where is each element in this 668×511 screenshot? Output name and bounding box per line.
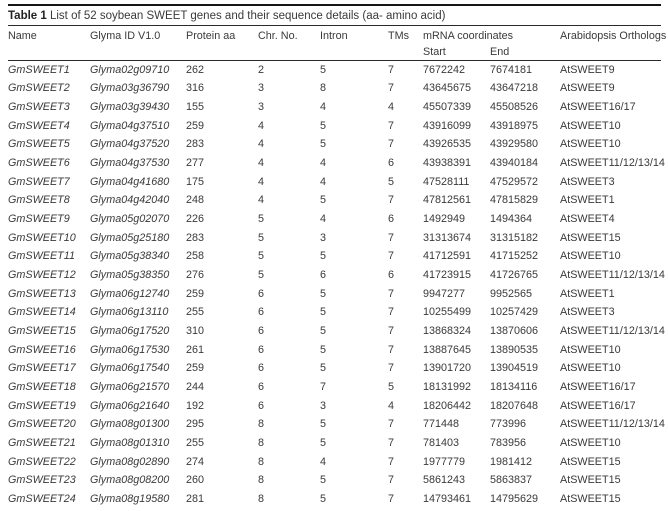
cell-chr-no: 6 xyxy=(258,343,265,356)
cell-protein-aa: 155 xyxy=(186,101,205,114)
cell-intron: 5 xyxy=(320,325,327,338)
cell-mrna-start: 5861243 xyxy=(423,474,466,487)
cell-tms: 7 xyxy=(388,138,395,151)
cell-mrna-start: 781403 xyxy=(423,436,460,449)
cell-glyma-id: Glyma05g38340 xyxy=(90,250,170,263)
cell-mrna-end: 47529572 xyxy=(490,175,539,188)
col-header-arabidopsis-orthologs: Arabidopsis Orthologs xyxy=(560,30,667,42)
cell-arabidopsis-ortholog: AtSWEET1 xyxy=(560,287,615,300)
cell-protein-aa: 255 xyxy=(186,436,205,449)
cell-protein-aa: 244 xyxy=(186,380,205,393)
cell-mrna-start: 43645675 xyxy=(423,82,472,95)
cell-tms: 5 xyxy=(388,380,395,393)
cell-intron: 5 xyxy=(320,250,327,263)
cell-mrna-start: 41712591 xyxy=(423,250,472,263)
cell-mrna-end: 45508526 xyxy=(490,101,539,114)
cell-glyma-id: Glyma08g01300 xyxy=(90,418,170,431)
cell-protein-aa: 277 xyxy=(186,157,205,170)
table-row xyxy=(8,340,661,359)
cell-protein-aa: 259 xyxy=(186,362,205,375)
cell-glyma-id: Glyma06g17530 xyxy=(90,343,170,356)
cell-protein-aa: 261 xyxy=(186,343,205,356)
cell-intron: 4 xyxy=(320,175,327,188)
cell-arabidopsis-ortholog: AtSWEET3 xyxy=(560,306,615,319)
cell-mrna-end: 783956 xyxy=(490,436,527,449)
table-row xyxy=(8,98,661,117)
cell-mrna-end: 43940184 xyxy=(490,157,539,170)
cell-intron: 5 xyxy=(320,362,327,375)
table-row xyxy=(8,210,661,229)
col-header-tms: TMs xyxy=(388,30,409,42)
table-row xyxy=(8,434,661,453)
cell-mrna-end: 10257429 xyxy=(490,306,539,319)
cell-mrna-end: 773996 xyxy=(490,418,527,431)
cell-tms: 7 xyxy=(388,474,395,487)
table-row xyxy=(8,490,661,509)
cell-mrna-end: 14795629 xyxy=(490,492,539,505)
cell-glyma-id: Glyma06g21640 xyxy=(90,399,170,412)
cell-glyma-id: Glyma06g12740 xyxy=(90,287,170,300)
table-row xyxy=(8,79,661,98)
cell-mrna-end: 9952565 xyxy=(490,287,533,300)
cell-chr-no: 4 xyxy=(258,194,265,207)
cell-intron: 5 xyxy=(320,287,327,300)
cell-tms: 7 xyxy=(388,492,395,505)
cell-mrna-end: 13890535 xyxy=(490,343,539,356)
cell-gene-name: GmSWEET12 xyxy=(8,269,76,282)
table-row xyxy=(8,154,661,173)
cell-intron: 5 xyxy=(320,194,327,207)
cell-mrna-start: 41723915 xyxy=(423,269,472,282)
cell-chr-no: 2 xyxy=(258,64,265,77)
cell-gene-name: GmSWEET3 xyxy=(8,101,70,114)
cell-chr-no: 8 xyxy=(258,455,265,468)
cell-glyma-id: Glyma05g25180 xyxy=(90,231,170,244)
cell-glyma-id: Glyma08g19580 xyxy=(90,492,170,505)
cell-protein-aa: 310 xyxy=(186,325,205,338)
cell-protein-aa: 259 xyxy=(186,287,205,300)
cell-gene-name: GmSWEET5 xyxy=(8,138,70,151)
cell-gene-name: GmSWEET18 xyxy=(8,380,76,393)
cell-protein-aa: 295 xyxy=(186,418,205,431)
cell-mrna-end: 43918975 xyxy=(490,119,539,132)
cell-arabidopsis-ortholog: AtSWEET9 xyxy=(560,82,615,95)
cell-tms: 7 xyxy=(388,362,395,375)
cell-chr-no: 4 xyxy=(258,157,265,170)
cell-intron: 4 xyxy=(320,455,327,468)
cell-intron: 5 xyxy=(320,343,327,356)
cell-glyma-id: Glyma06g13110 xyxy=(90,306,169,319)
cell-mrna-start: 7672242 xyxy=(423,64,466,77)
cell-protein-aa: 175 xyxy=(186,175,205,188)
col-header-glyma-id: Glyma ID V1.0 xyxy=(90,30,161,42)
table-label: Table 1 xyxy=(8,10,47,22)
cell-gene-name: GmSWEET10 xyxy=(8,231,76,244)
table-row xyxy=(8,359,661,378)
cell-intron: 3 xyxy=(320,231,327,244)
cell-mrna-end: 13904519 xyxy=(490,362,539,375)
cell-chr-no: 8 xyxy=(258,474,265,487)
cell-arabidopsis-ortholog: AtSWEET10 xyxy=(560,119,621,132)
cell-glyma-id: Glyma05g38350 xyxy=(90,269,170,282)
cell-intron: 7 xyxy=(320,380,327,393)
cell-tms: 6 xyxy=(388,157,395,170)
cell-gene-name: GmSWEET2 xyxy=(8,82,70,95)
cell-mrna-start: 13887645 xyxy=(423,343,472,356)
col-header-mrna-coordinates: mRNA coordinates xyxy=(423,30,514,42)
cell-mrna-start: 43938391 xyxy=(423,157,472,170)
cell-arabidopsis-ortholog: AtSWEET4 xyxy=(560,213,615,226)
cell-intron: 5 xyxy=(320,138,327,151)
cell-chr-no: 6 xyxy=(258,380,265,393)
header-row-primary xyxy=(8,26,661,44)
table-row xyxy=(8,228,661,247)
cell-chr-no: 5 xyxy=(258,269,265,282)
table-row xyxy=(8,396,661,415)
cell-chr-no: 4 xyxy=(258,138,265,151)
table-row xyxy=(8,415,661,434)
col-header-end: End xyxy=(490,46,510,58)
cell-intron: 5 xyxy=(320,418,327,431)
cell-mrna-end: 47815829 xyxy=(490,194,539,207)
cell-gene-name: GmSWEET16 xyxy=(8,343,76,356)
cell-chr-no: 5 xyxy=(258,231,265,244)
cell-mrna-end: 5863837 xyxy=(490,474,533,487)
cell-mrna-end: 41715252 xyxy=(490,250,539,263)
cell-arabidopsis-ortholog: AtSWEET10 xyxy=(560,250,621,263)
cell-glyma-id: Glyma04g42040 xyxy=(90,194,170,207)
cell-gene-name: GmSWEET21 xyxy=(8,436,76,449)
table-row xyxy=(8,191,661,210)
table-row xyxy=(8,322,661,341)
cell-mrna-start: 14793461 xyxy=(423,492,472,505)
cell-protein-aa: 192 xyxy=(186,399,205,412)
cell-chr-no: 6 xyxy=(258,362,265,375)
cell-mrna-start: 1492949 xyxy=(423,213,466,226)
table-body xyxy=(8,61,665,509)
cell-intron: 5 xyxy=(320,119,327,132)
cell-tms: 7 xyxy=(388,119,395,132)
cell-arabidopsis-ortholog: AtSWEET15 xyxy=(560,231,621,244)
table-row xyxy=(8,378,661,397)
cell-protein-aa: 274 xyxy=(186,455,205,468)
cell-arabidopsis-ortholog: AtSWEET15 xyxy=(560,455,621,468)
cell-arabidopsis-ortholog: AtSWEET16/17 xyxy=(560,101,636,114)
cell-chr-no: 6 xyxy=(258,325,265,338)
col-header-name: Name xyxy=(8,30,37,42)
cell-arabidopsis-ortholog: AtSWEET11/12/13/14 xyxy=(560,157,665,170)
cell-gene-name: GmSWEET24 xyxy=(8,492,76,505)
cell-arabidopsis-ortholog: AtSWEET15 xyxy=(560,492,621,505)
cell-tms: 7 xyxy=(388,306,395,319)
cell-mrna-end: 43647218 xyxy=(490,82,539,95)
cell-gene-name: GmSWEET15 xyxy=(8,325,76,338)
cell-mrna-end: 1494364 xyxy=(490,213,533,226)
cell-glyma-id: Glyma06g21570 xyxy=(90,380,170,393)
cell-gene-name: GmSWEET9 xyxy=(8,213,70,226)
table-header xyxy=(8,26,667,61)
cell-chr-no: 6 xyxy=(258,306,265,319)
cell-mrna-end: 43929580 xyxy=(490,138,539,151)
cell-protein-aa: 283 xyxy=(186,231,205,244)
cell-protein-aa: 281 xyxy=(186,492,205,505)
cell-gene-name: GmSWEET14 xyxy=(8,306,76,319)
cell-arabidopsis-ortholog: AtSWEET10 xyxy=(560,343,621,356)
cell-protein-aa: 276 xyxy=(186,269,205,282)
cell-gene-name: GmSWEET20 xyxy=(8,418,76,431)
col-header-chr-no: Chr. No. xyxy=(258,30,298,42)
cell-mrna-start: 43916099 xyxy=(423,119,472,132)
cell-chr-no: 8 xyxy=(258,492,265,505)
cell-mrna-start: 1977779 xyxy=(423,455,466,468)
cell-arabidopsis-ortholog: AtSWEET1 xyxy=(560,194,615,207)
cell-tms: 6 xyxy=(388,213,395,226)
cell-glyma-id: Glyma04g41680 xyxy=(90,175,170,188)
table-caption xyxy=(8,6,661,26)
cell-tms: 7 xyxy=(388,325,395,338)
cell-gene-name: GmSWEET11 xyxy=(8,250,75,263)
cell-arabidopsis-ortholog: AtSWEET10 xyxy=(560,138,621,151)
cell-intron: 6 xyxy=(320,269,327,282)
table-row xyxy=(8,135,661,154)
cell-mrna-start: 45507339 xyxy=(423,101,472,114)
cell-mrna-start: 13868324 xyxy=(423,325,472,338)
table-row xyxy=(8,284,661,303)
cell-gene-name: GmSWEET17 xyxy=(8,362,76,375)
cell-arabidopsis-ortholog: AtSWEET11/12/13/14 xyxy=(560,418,665,431)
cell-protein-aa: 260 xyxy=(186,474,205,487)
cell-intron: 5 xyxy=(320,64,327,77)
cell-gene-name: GmSWEET13 xyxy=(8,287,76,300)
cell-protein-aa: 262 xyxy=(186,64,205,77)
cell-tms: 6 xyxy=(388,269,395,282)
cell-mrna-start: 43926535 xyxy=(423,138,472,151)
cell-gene-name: GmSWEET19 xyxy=(8,399,76,412)
cell-mrna-end: 18134116 xyxy=(490,380,538,393)
cell-intron: 4 xyxy=(320,157,327,170)
cell-glyma-id: Glyma03g39430 xyxy=(90,101,170,114)
cell-intron: 5 xyxy=(320,492,327,505)
cell-glyma-id: Glyma04g37520 xyxy=(90,138,170,151)
cell-intron: 3 xyxy=(320,399,327,412)
col-header-start: Start xyxy=(423,46,446,58)
table-row xyxy=(8,116,661,135)
cell-gene-name: GmSWEET8 xyxy=(8,194,70,207)
cell-intron: 4 xyxy=(320,213,327,226)
cell-protein-aa: 259 xyxy=(186,119,205,132)
table-row xyxy=(8,172,661,191)
cell-mrna-end: 7674181 xyxy=(490,64,533,77)
cell-chr-no: 8 xyxy=(258,418,265,431)
cell-tms: 7 xyxy=(388,287,395,300)
cell-tms: 7 xyxy=(388,436,395,449)
cell-arabidopsis-ortholog: AtSWEET10 xyxy=(560,436,621,449)
table-caption-text: List of 52 soybean SWEET genes and their sequence details (aa- amino acid) xyxy=(46,10,446,22)
cell-chr-no: 6 xyxy=(258,287,265,300)
cell-mrna-end: 31315182 xyxy=(490,231,539,244)
table-row xyxy=(8,61,661,80)
cell-chr-no: 4 xyxy=(258,175,265,188)
cell-gene-name: GmSWEET23 xyxy=(8,474,76,487)
cell-tms: 7 xyxy=(388,418,395,431)
cell-tms: 7 xyxy=(388,82,395,95)
cell-arabidopsis-ortholog: AtSWEET10 xyxy=(560,362,621,375)
cell-tms: 7 xyxy=(388,231,395,244)
cell-mrna-start: 10255499 xyxy=(423,306,472,319)
table-row xyxy=(8,266,661,285)
cell-intron: 4 xyxy=(320,101,327,114)
cell-arabidopsis-ortholog: AtSWEET15 xyxy=(560,474,621,487)
cell-glyma-id: Glyma03g36790 xyxy=(90,82,170,95)
cell-glyma-id: Glyma05g02070 xyxy=(90,213,170,226)
cell-intron: 5 xyxy=(320,474,327,487)
cell-mrna-start: 18206442 xyxy=(423,399,472,412)
cell-tms: 7 xyxy=(388,455,395,468)
cell-chr-no: 3 xyxy=(258,82,265,95)
cell-gene-name: GmSWEET1 xyxy=(8,64,70,77)
cell-mrna-end: 41726765 xyxy=(490,269,539,282)
table-row xyxy=(8,452,661,471)
cell-tms: 7 xyxy=(388,64,395,77)
cell-protein-aa: 258 xyxy=(186,250,205,263)
sweet-genes-table xyxy=(8,26,667,508)
cell-mrna-end: 1981412 xyxy=(490,455,533,468)
cell-arabidopsis-ortholog: AtSWEET16/17 xyxy=(560,399,636,412)
cell-glyma-id: Glyma04g37510 xyxy=(90,119,170,132)
cell-arabidopsis-ortholog: AtSWEET16/17 xyxy=(560,380,636,393)
cell-glyma-id: Glyma04g37530 xyxy=(90,157,170,170)
cell-arabidopsis-ortholog: AtSWEET11/12/13/14 xyxy=(560,269,665,282)
cell-chr-no: 5 xyxy=(258,213,265,226)
cell-glyma-id: Glyma02g09710 xyxy=(90,64,170,77)
table-row xyxy=(8,247,661,266)
table-row xyxy=(8,471,661,490)
cell-intron: 5 xyxy=(320,436,327,449)
cell-glyma-id: Glyma06g17520 xyxy=(90,325,170,338)
cell-mrna-start: 18131992 xyxy=(423,380,472,393)
cell-chr-no: 5 xyxy=(258,250,265,263)
cell-chr-no: 4 xyxy=(258,119,265,132)
cell-tms: 5 xyxy=(388,175,395,188)
cell-chr-no: 3 xyxy=(258,101,265,114)
cell-mrna-start: 31313674 xyxy=(423,231,472,244)
cell-tms: 4 xyxy=(388,101,395,114)
cell-glyma-id: Glyma06g17540 xyxy=(90,362,170,375)
cell-chr-no: 8 xyxy=(258,436,265,449)
cell-arabidopsis-ortholog: AtSWEET11/12/13/14 xyxy=(560,325,665,338)
cell-protein-aa: 316 xyxy=(186,82,205,95)
cell-mrna-start: 47812561 xyxy=(423,194,472,207)
cell-glyma-id: Glyma08g08200 xyxy=(90,474,170,487)
cell-mrna-start: 13901720 xyxy=(423,362,472,375)
cell-gene-name: GmSWEET6 xyxy=(8,157,70,170)
cell-arabidopsis-ortholog: AtSWEET3 xyxy=(560,175,615,188)
cell-protein-aa: 248 xyxy=(186,194,205,207)
cell-glyma-id: Glyma08g02890 xyxy=(90,455,170,468)
cell-tms: 7 xyxy=(388,250,395,263)
cell-glyma-id: Glyma08g01310 xyxy=(90,436,170,449)
cell-chr-no: 6 xyxy=(258,399,265,412)
cell-protein-aa: 283 xyxy=(186,138,205,151)
cell-mrna-end: 18207648 xyxy=(490,399,539,412)
cell-mrna-start: 9947277 xyxy=(423,287,466,300)
cell-protein-aa: 226 xyxy=(186,213,205,226)
cell-intron: 8 xyxy=(320,82,327,95)
cell-intron: 5 xyxy=(320,306,327,319)
table-row xyxy=(8,303,661,322)
cell-tms: 7 xyxy=(388,343,395,356)
cell-gene-name: GmSWEET22 xyxy=(8,455,76,468)
cell-gene-name: GmSWEET4 xyxy=(8,119,70,132)
cell-mrna-start: 47528111 xyxy=(423,175,470,188)
cell-mrna-end: 13870606 xyxy=(490,325,539,338)
col-header-protein-aa: Protein aa xyxy=(186,30,236,42)
cell-tms: 4 xyxy=(388,399,395,412)
cell-gene-name: GmSWEET7 xyxy=(8,175,70,188)
col-header-intron: Intron xyxy=(320,30,348,42)
cell-protein-aa: 255 xyxy=(186,306,205,319)
cell-mrna-start: 771448 xyxy=(423,418,460,431)
cell-tms: 7 xyxy=(388,194,395,207)
cell-arabidopsis-ortholog: AtSWEET9 xyxy=(560,64,615,77)
